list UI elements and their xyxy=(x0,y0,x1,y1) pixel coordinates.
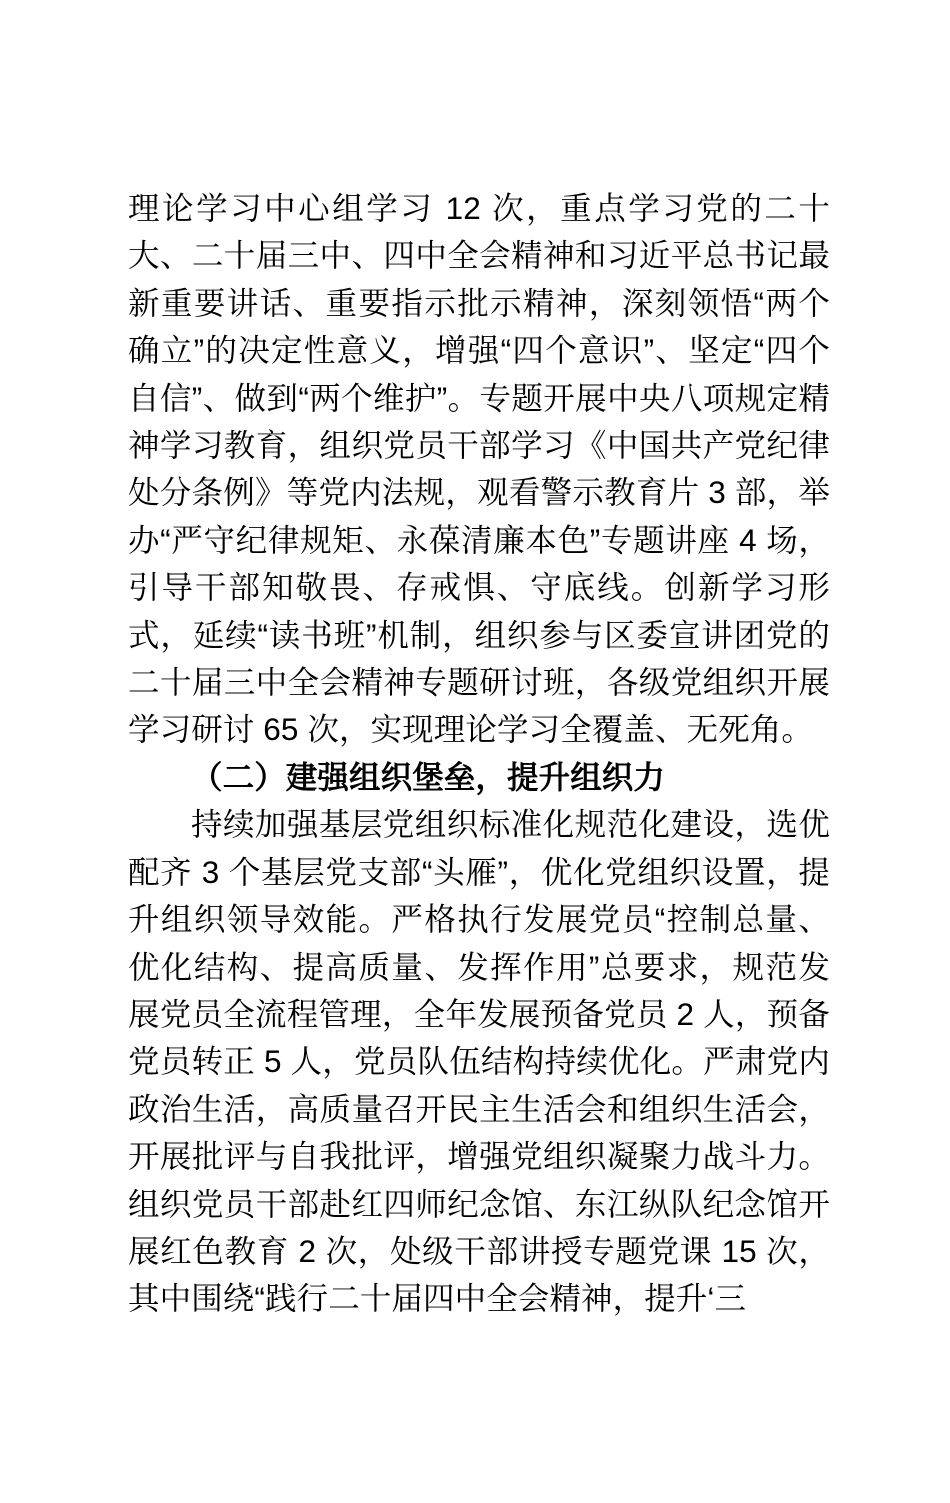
paragraph-theory-study: 理论学习中心组学习 12 次，重点学习党的二十大、二十届三中、四中全会精神和习近平总书记最新重要讲话、重要指示批示精神，深刻领悟“两个确立”的决定性意义，增强“四个意识”、坚定“四个自信”、做到“两个维护”。专题开展中央八项规定精神学习教育，组织党员干部学习《中国共产党纪律处分条例》等党内法规，观看警示教育片 3 部，举办“严守纪律规矩、永葆清廉本色”专题讲座 4 场，引导干部知敬畏、存戒惧、守底线。创新学习形式，延续“读书班”机制，组织参与区委宣讲团党的二十届三中全会精神专题研讨班，各级党组织开展学习研讨 65 次，实现理论学习全覆盖、无死角。 xyxy=(128,190,830,748)
document-body xyxy=(128,185,830,1503)
paragraph-organization-building: 持续加强基层党组织标准化规范化建设，选优配齐 3 个基层党支部“头雁”，优化党组织设置，提升组织领导效能。严格执行发展党员“控制总量、优化结构、提高质量、发挥作用”总要求，规范发展党员全流程管理，全年发展预备党员 2 人，预备党员转正 5 人，党员队伍结构持续优化。严肃党内政治生活，高质量召开民主生活会和组织生活会，开展批评与自我批评，增强党组织凝聚力战斗力。组织党员干部赴红四师纪念馆、东江纵队纪念馆开展红色教育 2 次，处级干部讲授专题党课 15 次，其中围绕“践行二十届四中全会精神，提升‘三 xyxy=(128,806,830,1317)
page-bottom-margin xyxy=(128,1323,830,1503)
section-heading-organization: （二）建强组织堡垒，提升组织力 xyxy=(191,758,666,795)
